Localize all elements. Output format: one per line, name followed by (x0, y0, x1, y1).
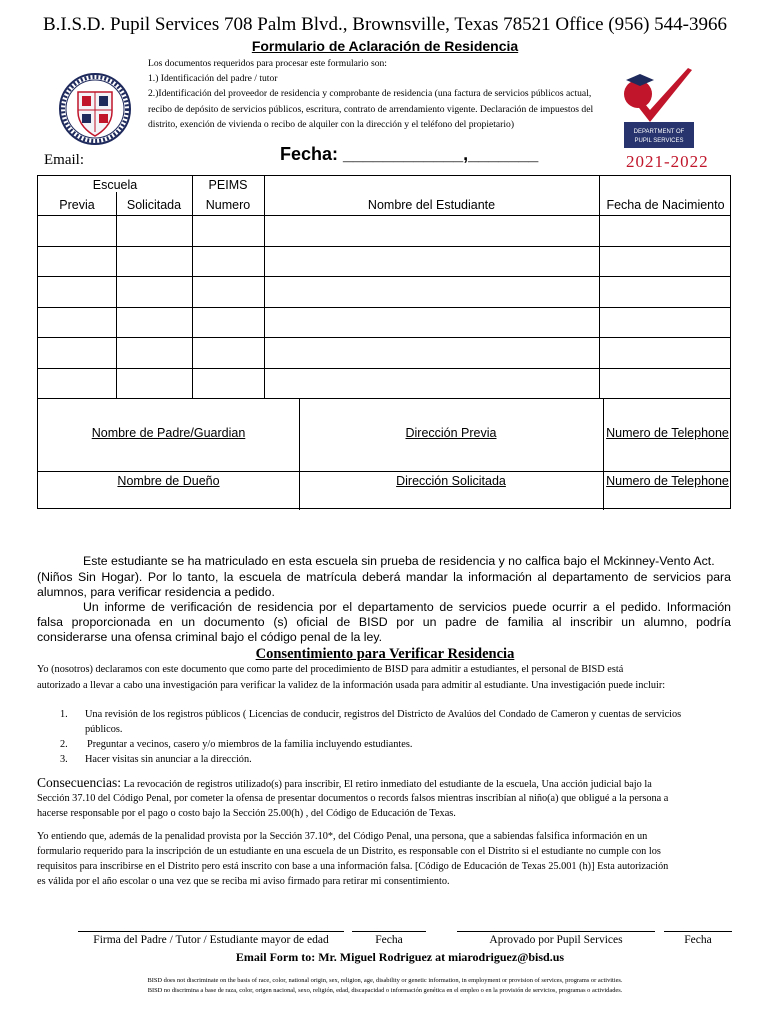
signature-line-parent[interactable] (78, 931, 344, 932)
fecha-field[interactable]: Fecha: ____________,_______ (280, 144, 539, 164)
intro-line-1: Los documentos requeridos para procesar este formulario son: (148, 58, 387, 69)
notice-p1-l2: (Niños Sin Hogar). Por lo tanto, la escuela de matrícula deberá mandar la información al departamento de servicios para (37, 570, 731, 584)
required-documents-text (148, 56, 603, 132)
understand-l2: formulario requerido para la inscripción de un estudiante en una escuela de un Distrito, es responsable con el Distrito si el estudiante no cumple con los (37, 846, 661, 857)
logo-line-2: PUPIL SERVICES (634, 138, 684, 144)
email-field[interactable] (88, 166, 238, 167)
notice-p1-l1: Este estudiante se ha matriculado en esta escuela sin prueba de residencia y no calfica bajo el Mckinney-Vento Act. (83, 554, 715, 568)
sig-label-date-1: Fecha (375, 934, 403, 946)
signature-line-date-2[interactable] (664, 931, 732, 932)
consequences-label: Consecuencias: (37, 775, 121, 790)
header-numero: Numero (205, 198, 251, 212)
bisd-seal-logo (58, 70, 132, 148)
notice-p1-l3: alumnos, para verificar residencia a pedido. (37, 585, 275, 599)
sig-label-approver: Aprovado por Pupil Services (489, 934, 623, 946)
signature-line-approver[interactable] (457, 931, 655, 932)
header-solicitada: Solicitada (126, 198, 182, 212)
school-year: 2021-2022 (626, 152, 709, 171)
student-rows-area[interactable] (38, 216, 730, 398)
header-nombre-estudiante: Nombre del Estudiante (367, 198, 496, 212)
signature-line-date-1[interactable] (352, 931, 426, 932)
notice-p2-l1: Un informe de verificación de residencia por el departamento de servicios puede ocurrir a el pedido. Información (83, 600, 731, 614)
consequences-l1 (37, 775, 740, 793)
list-item-1-cont: públicos. (85, 724, 123, 735)
label-direccion-previa: Dirección Previa (405, 426, 497, 440)
notice-p2-l2: falsa proporcionada en un documento (s) oficial de BISD por un padre de familia al inscribir un alumno, podría (37, 615, 731, 629)
label-telefono-1: Numero de Telephone (606, 426, 729, 440)
consequences-l2: Sección 37.10 del Código Penal, por cometer la ofensa de presentar documentos o records falsos mientras inscribían al niño(a) que obligué a la persona a (37, 793, 669, 804)
form-title: Formulario de Aclaración de Residencia (251, 38, 519, 54)
list-num-2: 2. (60, 739, 68, 750)
sig-label-date-2: Fecha (684, 934, 712, 946)
header-fecha-nacimiento: Fecha de Nacimiento (606, 198, 725, 212)
consent-intro-l1: Yo (nosotros) declaramos con este documento que como parte del procedimiento de BISD para admitir a estudiantes, el personal de BISD está (37, 664, 624, 675)
label-nombre-padre: Nombre de Padre/Guardian (91, 426, 246, 440)
page-header: B.I.S.D. Pupil Services 708 Palm Blvd., Brownsville, Texas 78521 Office (956) 544-3966 (42, 14, 728, 35)
email-form-instruction: Email Form to: Mr. Miguel Rodriguez at miarodriguez@bisd.us (235, 950, 565, 964)
notice-p2-l3: considerarse una ofensa criminal bajo el código penal de la ley. (37, 630, 382, 644)
intro-line-2: 1.) Identificación del padre / tutor (148, 73, 278, 85)
student-info-table (37, 175, 731, 509)
intro-line-3: 2.)Identificación del proveedor de residencia y comprobante de residencia (una factura de servicios públicos actual, recibo de depósito de servicios públicos, escritura, contrato de arrendamiento vigente. Declaración de impuestos del distrito, exención de vivienda o recibo de alquiler con la dirección y el teléfono del propietario) (148, 88, 594, 130)
consent-intro-l2: autorizado a llevar a cabo una investigación para verificar la validez de la información usada para admitir al estudiante. Una investigación puede incluir: (37, 680, 666, 691)
list-item-2: Preguntar a vecinos, casero y/o miembros de la familia incluyendo estudiantes. (87, 739, 413, 750)
list-num-3: 3. (60, 754, 68, 765)
footer-nondiscrimination-en: BISD does not discriminate on the basis of race, color, national origin, sex, religion, age, disability or genetic information, in employment or provision of services, programs or activities. (147, 977, 623, 984)
label-telefono-2: Numero de Telephone (606, 474, 729, 488)
understand-l3: requisitos para inscribirse en el Distrito pero está inscrito con base a una información falsa. [Código de Educación de Texas 25.001 (h)] Esta autorización (37, 861, 669, 872)
consequences-l3: hacerse responsable por el pago o costo bajo la Sección 25.00(h) , del Código de Educación de Texas. (37, 808, 456, 819)
understand-l4: es válida por el año escolar o una vez que se reciba mi aviso firmado para retirar mi consentimiento. (37, 876, 450, 887)
label-nombre-dueno: Nombre de Dueño (117, 474, 220, 488)
understand-l1: Yo entiendo que, además de la penalidad provista por la Sección 37.10*, del Código Penal, una persona, que a sabiendas falsifica información en un (37, 831, 648, 842)
header-escuela: Escuela (92, 178, 138, 192)
list-item-1: Una revisión de los registros públicos ( Licencias de conducir, registros del Districto de Avalúos del Condado de Cameron y cuentas de servicios (85, 709, 682, 720)
pupil-services-logo (614, 66, 704, 150)
header-peims: PEIMS (208, 178, 248, 192)
logo-line-1: DEPARTMENT OF (633, 129, 685, 135)
consequences-text-1: La revocación de registros utilizado(s) para inscribir, El retiro inmediato del estudiante de la escuela, Una acción judicial bajo la (123, 779, 652, 790)
list-item-3: Hacer visitas sin anunciar a la dirección. (85, 754, 252, 765)
email-label: Email: (44, 152, 84, 168)
header-previa: Previa (59, 198, 95, 212)
footer-nondiscrimination-es: BISD no discrimina a base de raza, color, origen nacional, sexo, religión, edad, discapacidad o información genética en el empleo o en la provisión de servicios, programas o actividades. (147, 987, 623, 994)
label-direccion-solicitada: Dirección Solicitada (396, 474, 506, 488)
sig-label-parent: Firma del Padre / Tutor / Estudiante mayor de edad (93, 934, 329, 946)
consent-heading: Consentimiento para Verificar Residencia (255, 646, 515, 662)
list-num-1: 1. (60, 709, 68, 720)
